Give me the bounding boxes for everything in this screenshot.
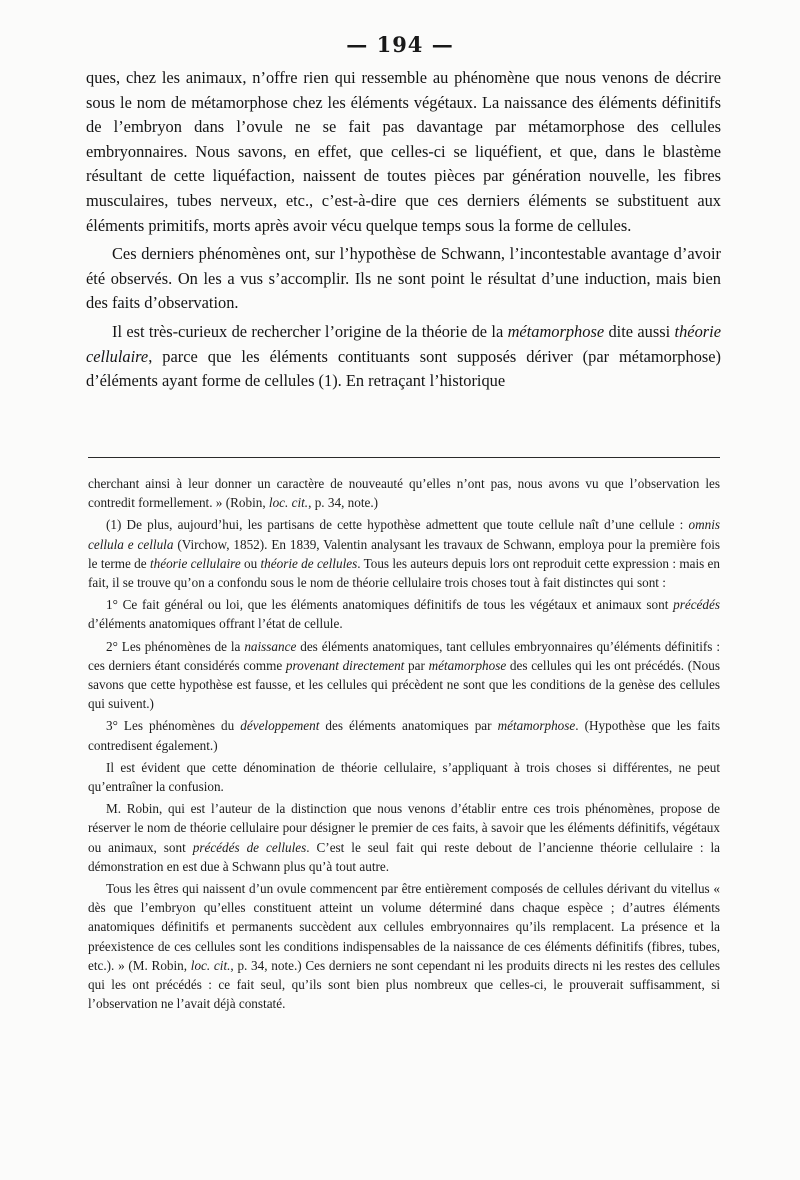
paragraph: Ces derniers phénomènes ont, sur l’hypothèse de Schwann, l’incontestable avantage d’avoir été observés. On les a vus s’accomplir. Ils ne sont point le résultat d’une induction, mais bien des faits d’observation.	[86, 244, 721, 313]
text-run: (Virchow, 1852). En 1839, Valentin analysant les travaux de Schwann, employa pour la première fois le terme de	[88, 536, 720, 571]
footnotes	[88, 474, 720, 1016]
footnote-divider	[88, 457, 720, 458]
italic-term: métamorphose	[497, 718, 576, 734]
main-text	[86, 66, 721, 398]
text-run: , p. 34, note.) Ces derniers ne sont cependant ni les produits directs ni les restes des cellules qui les ont précédés : ce fait seul, qu’ils sont bien plus nombreux que celles-ci, le prouverait suffisamment, si l’observation ne l’avait déjà constaté.	[88, 957, 721, 1012]
text-run: , p. 34, note.)	[308, 495, 379, 511]
italic-term: naissance	[244, 638, 297, 654]
text-run: 3° Les phénomènes du	[106, 718, 241, 734]
text-run: cherchant ainsi à leur donner un caractère de nouveauté qu’elles n’ont pas, nous avons vu que l’observation les contredit formellement. » (Robin,	[88, 476, 720, 511]
italic-term: omnis cellula e cellula	[88, 517, 720, 552]
text-run: des cellules qui les ont précédés. (Nous savons que cette hypothèse est fausse, et les cellules qui précèdent ne sont que les conditions de la genèse des cellules qui suivent.)	[88, 657, 720, 712]
text-run: Tous les êtres qui naissent d’un ovule commencent par être entièrement composés de cellules dérivant du vitellus « dès que l’embryon qu’elles constituent atteint un volume déterminé dans chaque espèce ; d’autres éléments anatomiques définitifs et permanents succèdent aux cellules embryonnaires qu’ils remplacent. La présence et la préexistence de ces cellules sont les conditions indispensables de la naissance de ces éléments définitifs (fibres, tubes, etc.). » (M. Robin,	[88, 881, 720, 973]
text-run: 2° Les phénomènes de la	[106, 638, 245, 654]
text-run: des éléments anatomiques, tant cellules embryonnaires qu’éléments définitifs : ces derniers étant considérés comme	[88, 638, 720, 673]
text-run: 1° Ce fait général ou loi, que les éléments anatomiques définitifs de tous les végétaux et animaux sont	[106, 597, 674, 613]
paragraph: ques, chez les animaux, n’offre rien qui ressemble au phénomène que nous venons de décrire sous le nom de métamorphose chez les éléments végétaux. La naissance des éléments définitifs de l’embryon dans l’ovule ne se fait pas davantage par métamorphose des cellules embryonnaires. Nous savons, en effet, que celles-ci se liquéfient, et que, dans le blastème résultant de cette liquéfaction, naissent de toutes pièces par génération nouvelle, les fibres musculaires, tubes nerveux, etc., c’est-à-dire que ces derniers éléments se substituent aux éléments primitifs, morts après avoir vécu quelque temps sous la forme de cellules.	[86, 68, 721, 235]
footnote-item-1	[88, 595, 720, 633]
italic-term: développement	[240, 718, 320, 734]
footnote-item-2	[88, 637, 720, 714]
text-run: d’éléments anatomiques offrant l’état de cellule.	[88, 616, 343, 632]
italic-term: métamorphose	[507, 321, 605, 341]
footnote-continuation	[88, 474, 720, 512]
text-run: ou	[240, 555, 261, 571]
footnote-paragraph	[88, 879, 720, 1013]
text-run: dite aussi	[604, 321, 675, 341]
text-run: par	[404, 657, 429, 673]
italic-term: provenant directement	[285, 657, 405, 673]
italic-term: métamorphose	[428, 657, 507, 673]
text-run: , parce que les éléments contituants sont supposés dériver (par métamorphose) d’éléments ayant forme de cellules (1). En retraçant l’historique	[86, 346, 721, 391]
italic-term: loc. cit.	[190, 957, 231, 973]
italic-term: loc. cit.	[268, 495, 309, 511]
text-run: Il est très-curieux de rechercher l’origine de la théorie de la	[112, 321, 508, 341]
text-run: . C’est le seul fait qui reste debout de l’ancienne théorie cellulaire : la démonstration en est due à Schwann plus qu’à tout autre.	[88, 839, 720, 874]
italic-term: précédés	[673, 597, 720, 613]
paragraph	[86, 320, 721, 394]
text-run: . Tous les auteurs depuis lors ont reproduit cette expression : mais en fait, il se trouve qu’on a confondu sous le nom de théorie cellulaire trois choses tout à fait distinctes qui sont :	[88, 555, 721, 591]
page-number: — 194 —	[346, 32, 454, 57]
text-run: . (Hypothèse que les faits contredisent également.)	[88, 718, 720, 753]
text-run: des éléments anatomiques par	[319, 718, 498, 734]
italic-term: théorie cellulaire	[86, 321, 721, 366]
italic-term: théorie de cellules	[260, 555, 358, 571]
italic-term: précédés de cellules	[192, 839, 307, 855]
footnote-1	[88, 515, 720, 592]
text-run: (1) De plus, aujourd’hui, les partisans de cette hypothèse admettent que toute cellule naît d’une cellule :	[106, 517, 689, 533]
italic-term: théorie cellulaire	[149, 555, 241, 571]
footnote-paragraph	[88, 799, 720, 876]
text-run: M. Robin, qui est l’auteur de la distinction que nous venons d’établir entre ces trois phénomènes, propose de réserver le nom de théorie cellulaire pour désigner le premier de ces faits, à savoir que les éléments définitifs, végétaux ou animaux, sont	[88, 801, 720, 855]
footnote-item-3	[88, 716, 720, 754]
footnote-paragraph: Il est évident que cette dénomination de théorie cellulaire, s’appliquant à trois choses si différentes, ne peut qu’entraîner la confusion.	[88, 759, 720, 795]
